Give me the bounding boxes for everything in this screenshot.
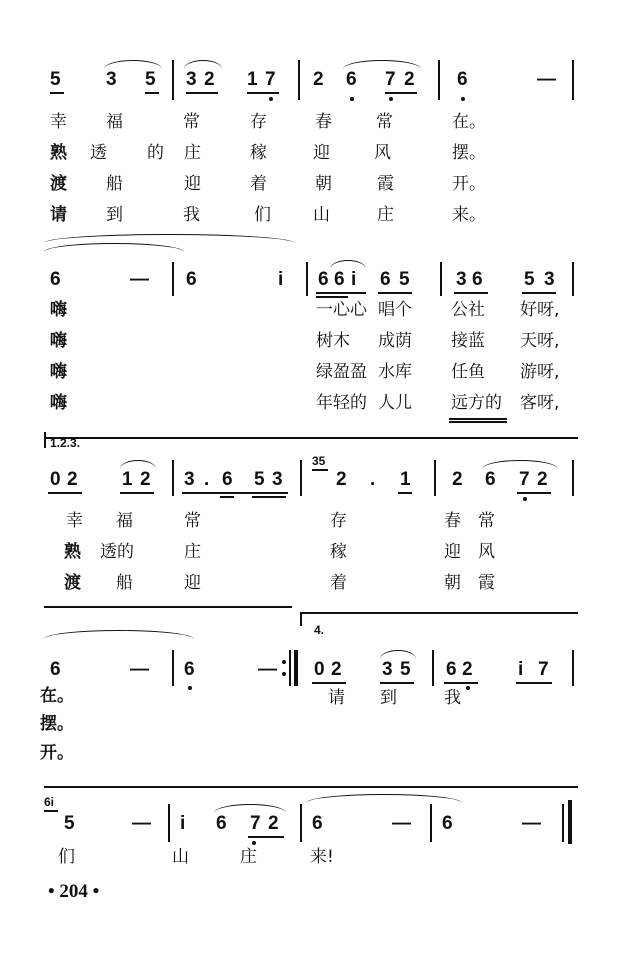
lyric: 摆。 [40, 714, 74, 734]
note: 3 [106, 69, 117, 90]
note: 1 [400, 469, 411, 490]
volta-label: 4. [314, 623, 325, 637]
underline [385, 92, 417, 94]
lyric: 船 [116, 573, 133, 593]
lyric: 唱个 [378, 300, 412, 320]
lyric: 霞 [478, 573, 495, 593]
lyric-underline [449, 421, 507, 423]
lyric: 来! [310, 847, 334, 867]
underline [48, 492, 82, 494]
barline [440, 262, 442, 296]
lyric: 一心心 [316, 300, 367, 320]
note: 3 [186, 69, 197, 90]
barline [172, 460, 174, 496]
low-dot [188, 686, 192, 690]
lyric: 常 [478, 511, 495, 531]
low-dot [466, 686, 470, 690]
note: 2 [268, 813, 279, 834]
lyric: 迎 [184, 573, 201, 593]
barline [572, 650, 574, 686]
lyric: 船 [106, 174, 123, 194]
note: 2 [204, 69, 215, 90]
lyric: 常 [376, 112, 393, 132]
lyric: 风 [478, 542, 495, 562]
underline [120, 492, 154, 494]
barline [300, 804, 302, 842]
note: 6 [222, 469, 233, 490]
slur [120, 460, 156, 469]
note-dash: — [392, 813, 411, 834]
underline [145, 92, 159, 94]
note: 6 [50, 269, 61, 290]
lyric: 请 [50, 205, 67, 225]
grace-underline [312, 469, 328, 471]
lyric: 好呀, [520, 300, 560, 320]
slur [214, 804, 286, 813]
slur [380, 650, 416, 659]
note: 6 [334, 269, 345, 290]
barline [172, 60, 174, 100]
note-dash: — [130, 659, 149, 680]
note-dash: — [130, 269, 149, 290]
low-dot [252, 841, 256, 845]
note: 5 [399, 269, 410, 290]
lyric: 庄 [184, 542, 201, 562]
volta-bracket [44, 432, 46, 448]
note: 1 [247, 69, 258, 90]
underline [247, 92, 279, 94]
lyric: 着 [250, 174, 267, 194]
lyric: 嗨 [50, 393, 67, 413]
note: 6 [472, 269, 483, 290]
tie-continuation [44, 786, 578, 788]
lyric: 远方的 [451, 393, 502, 413]
barline [430, 804, 432, 842]
lyric: 山 [172, 847, 189, 867]
lyric: 熟 [50, 143, 67, 163]
note: 1 [122, 469, 133, 490]
note: 6 [184, 659, 195, 680]
grace-notes: 6i [44, 795, 55, 809]
note: 6 [216, 813, 227, 834]
note: 2 [140, 469, 151, 490]
lyric: 庄 [377, 205, 394, 225]
note: 6 [457, 69, 468, 90]
grace-notes: 35 [312, 454, 326, 468]
lyric: 们 [58, 847, 75, 867]
lyric: 来。 [452, 205, 486, 225]
note: 3 [456, 269, 467, 290]
lyric: 稼 [330, 542, 347, 562]
lyric: 天呀, [520, 331, 560, 351]
lyric: 霞 [377, 174, 394, 194]
lyric: 的 [147, 143, 164, 163]
lyric: 透 [90, 143, 107, 163]
note: 7 [265, 69, 276, 90]
lyric: 福 [116, 511, 133, 531]
note: 5 [64, 813, 75, 834]
volta-line [300, 612, 578, 614]
lyric: 开。 [40, 743, 74, 763]
slur [330, 260, 366, 269]
lyric: 请 [328, 688, 345, 708]
tie [306, 794, 462, 803]
note: 6 [312, 813, 323, 834]
tie [44, 234, 294, 243]
note: 6 [485, 469, 496, 490]
note: 6 [446, 659, 457, 680]
lyric: 水库 [378, 362, 412, 382]
note: 0 [50, 469, 61, 490]
underline [186, 92, 218, 94]
lyric: 常 [184, 511, 201, 531]
underline [252, 496, 286, 498]
note: 7 [538, 659, 549, 680]
barline [572, 60, 574, 100]
lyric: 游呀, [520, 362, 560, 382]
repeat-dot [282, 672, 286, 676]
barline [432, 650, 434, 686]
lyric: 常 [183, 112, 200, 132]
lyric: 在。 [40, 686, 74, 706]
lyric-underline [449, 418, 507, 420]
lyric: 山 [313, 205, 330, 225]
barline [168, 804, 170, 842]
note-dash: — [258, 659, 277, 680]
underline [454, 292, 488, 294]
note: 5 [50, 69, 61, 90]
lyric: 稼 [250, 143, 267, 163]
lyric: 嗨 [50, 362, 67, 382]
lyric: 透的 [100, 542, 134, 562]
note: 2 [336, 469, 347, 490]
lyric: 风 [374, 143, 391, 163]
grace-underline [44, 810, 58, 812]
underline [220, 496, 234, 498]
lyric: 成荫 [378, 331, 412, 351]
lyric: 幸 [50, 112, 67, 132]
volta-label: 1.2.3. [50, 436, 81, 450]
lyric: 接蓝 [451, 331, 485, 351]
slur [482, 460, 558, 469]
low-dot [350, 97, 354, 101]
lyric: 任鱼 [451, 362, 485, 382]
lyric: 我 [183, 205, 200, 225]
tie [44, 630, 194, 639]
repeat-dot [282, 660, 286, 664]
note: 2 [313, 69, 324, 90]
tie-continuation [44, 606, 292, 608]
note: 5 [254, 469, 265, 490]
note: 2 [67, 469, 78, 490]
underline [50, 92, 64, 94]
lyric: 嗨 [50, 300, 67, 320]
underline [378, 292, 412, 294]
barline [306, 262, 308, 296]
note-dash: — [132, 813, 151, 834]
final-barline [568, 800, 572, 844]
lyric: 嗨 [50, 331, 67, 351]
lyric: 客呀, [520, 393, 560, 413]
lyric: 树木 [316, 331, 350, 351]
note: 6 [186, 269, 197, 290]
lyric: 在。 [452, 112, 486, 132]
note: 6 [318, 269, 329, 290]
barline [298, 60, 300, 100]
page-number: • 204 • [48, 881, 100, 902]
lyric: 幸 [66, 511, 83, 531]
underline [522, 292, 556, 294]
note: 7 [519, 469, 530, 490]
note: 3 [272, 469, 283, 490]
note-dash: — [537, 69, 556, 90]
low-dot [523, 497, 527, 501]
lyric: 庄 [184, 143, 201, 163]
low-dot [461, 97, 465, 101]
note: 7 [385, 69, 396, 90]
lyric: 迎 [313, 143, 330, 163]
note: 6 [442, 813, 453, 834]
repeat-barline [294, 650, 298, 686]
note: 2 [462, 659, 473, 680]
note: 6 [380, 269, 391, 290]
tie [44, 243, 184, 252]
lyric: 朝 [444, 573, 461, 593]
lyric: 存 [330, 511, 347, 531]
note: 6 [50, 659, 61, 680]
lyric: 公社 [451, 300, 485, 320]
underline [516, 682, 552, 684]
lyric: 我 [444, 688, 461, 708]
lyric: 熟 [64, 542, 81, 562]
note: 3 [184, 469, 195, 490]
note: i [180, 813, 186, 834]
lyric: 渡 [64, 573, 81, 593]
lyric: 迎 [184, 174, 201, 194]
lyric: 庄 [240, 847, 257, 867]
note: 6 [346, 69, 357, 90]
volta-bracket [300, 612, 302, 626]
lyric: 福 [106, 112, 123, 132]
note: i [518, 659, 524, 680]
barline [434, 460, 436, 496]
note: 2 [331, 659, 342, 680]
lyric: 摆。 [452, 143, 486, 163]
note: 5 [145, 69, 156, 90]
note: 0 [314, 659, 325, 680]
lyric: 开。 [452, 174, 486, 194]
lyric: 年轻的 [316, 393, 367, 413]
lyric: 迎 [444, 542, 461, 562]
lyric: 们 [254, 205, 271, 225]
underline [444, 682, 478, 684]
underline [517, 492, 551, 494]
note: 2 [537, 469, 548, 490]
barline [438, 60, 440, 100]
lyric: 朝 [315, 174, 332, 194]
underline [182, 492, 288, 494]
lyric: 渡 [50, 174, 67, 194]
note: 7 [250, 813, 261, 834]
lyric: 春 [444, 511, 461, 531]
lyric: 着 [330, 573, 347, 593]
barline [300, 460, 302, 496]
lyric: 人儿 [378, 393, 412, 413]
slur [184, 60, 222, 69]
lyric: 到 [380, 688, 397, 708]
note: 3 [544, 269, 555, 290]
barline [572, 262, 574, 296]
note: 2 [404, 69, 415, 90]
note-dash: — [522, 813, 541, 834]
lyric: 春 [315, 112, 332, 132]
repeat-barline [289, 650, 291, 686]
slur [343, 60, 421, 69]
slur [104, 60, 162, 69]
note: 5 [524, 269, 535, 290]
note: 3 [382, 659, 393, 680]
lyric: 到 [106, 205, 123, 225]
lyric: 存 [250, 112, 267, 132]
low-dot [269, 97, 273, 101]
underline [248, 836, 284, 838]
note: 2 [452, 469, 463, 490]
volta-line [44, 437, 578, 439]
final-barline [562, 804, 564, 842]
note: . [370, 469, 376, 490]
underline [398, 492, 412, 494]
lyric: 绿盈盈 [316, 362, 367, 382]
barline [172, 262, 174, 296]
underline [312, 682, 346, 684]
note: 5 [400, 659, 411, 680]
note: i [351, 269, 357, 290]
underline [380, 682, 414, 684]
barline [172, 650, 174, 686]
note: i [278, 269, 284, 290]
low-dot [389, 97, 393, 101]
underline [316, 292, 366, 294]
barline [572, 460, 574, 496]
underline [316, 296, 348, 298]
note: . [204, 469, 210, 490]
